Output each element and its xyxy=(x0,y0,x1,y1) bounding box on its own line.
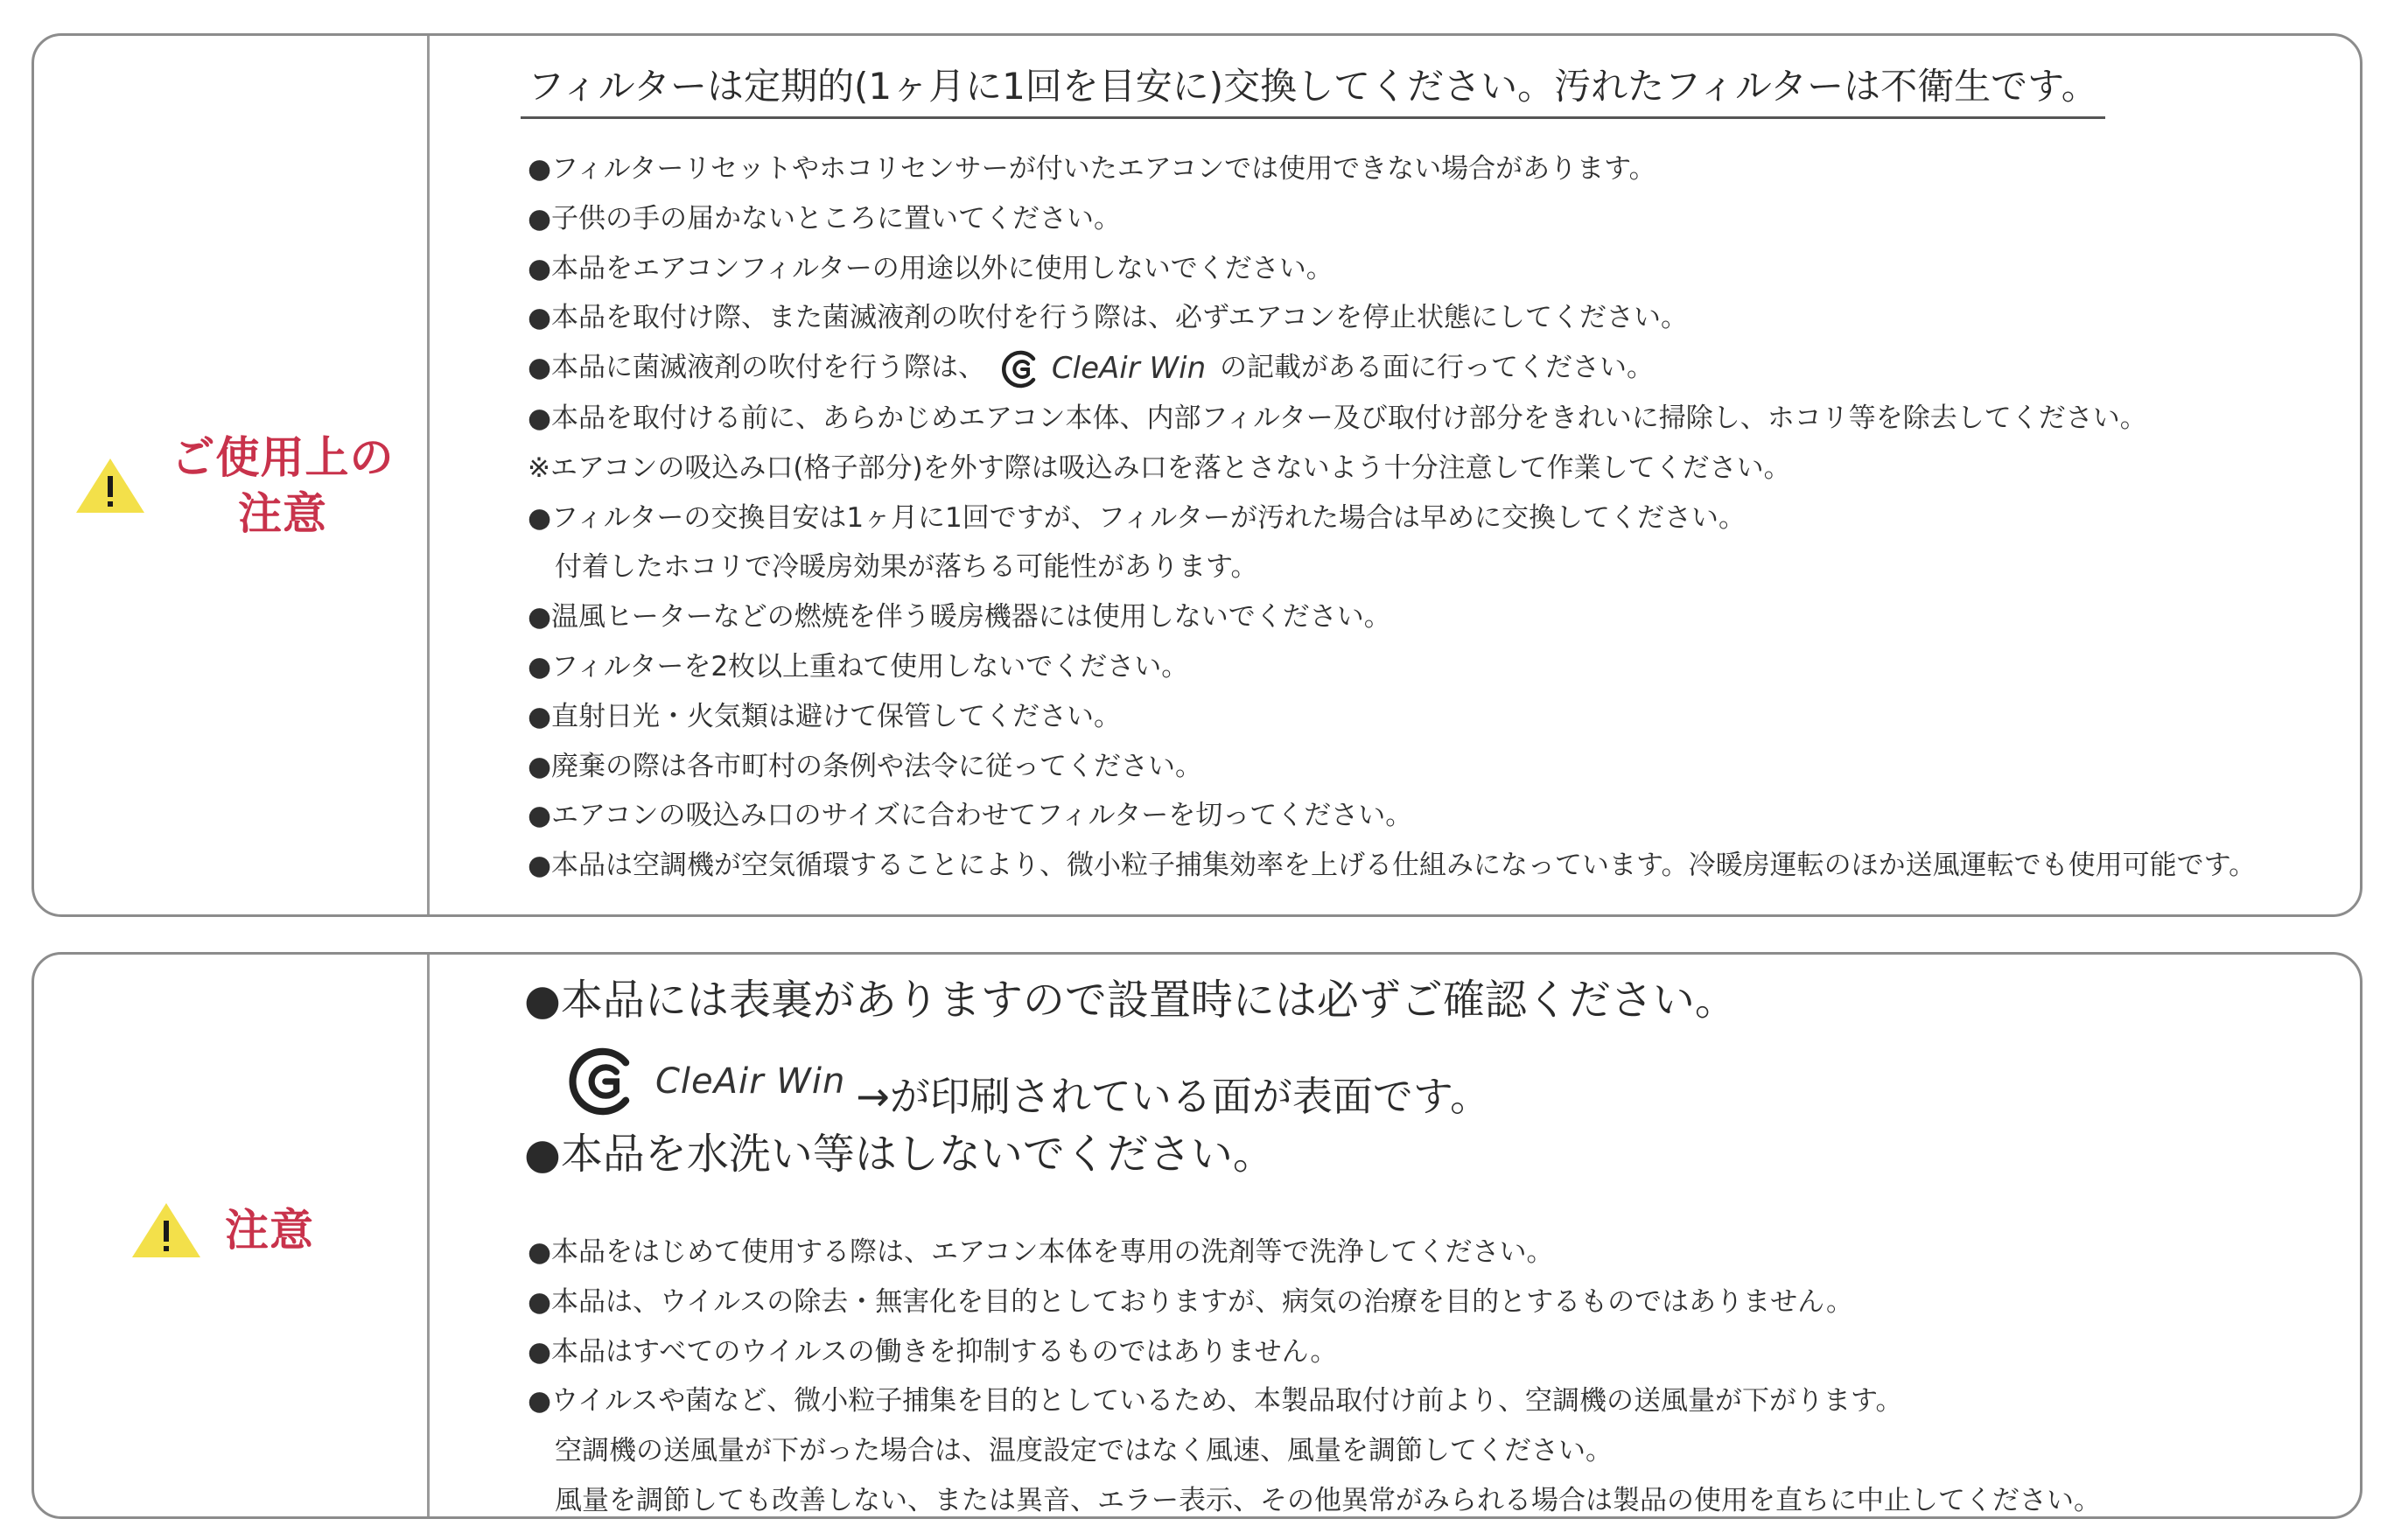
list-item: ●エアコンの吸込み口のサイズに合わせてフィルターを切ってください。 xyxy=(528,800,1413,832)
no-wash-notice: ●本品を水洗い等はしないでください。 xyxy=(524,1130,1275,1179)
usage-caution-panel xyxy=(32,33,2362,917)
logo-item-suffix: の記載がある面に行ってください。 xyxy=(1220,352,1654,384)
caution-list xyxy=(528,1228,2339,1526)
logo-front-side-line xyxy=(564,1040,1490,1123)
usage-caution-list xyxy=(528,144,2339,891)
list-item: ●本品は、ウイルスの除去・無害化を目的としておりますが、病気の治療を目的とするものではありません。 xyxy=(528,1285,1854,1318)
front-back-notice: ●本品には表裏がありますので設置時には必ずご確認ください。 xyxy=(524,976,1737,1025)
list-item: ●フィルターの交換目安は1ヶ月に1回ですが、フィルターが汚れた場合は早めに交換してください。 xyxy=(528,501,1746,534)
caution-panel xyxy=(32,952,2362,1519)
list-item: ●温風ヒーターなどの燃焼を伴う暖房機器には使用しないでください。 xyxy=(528,601,1391,634)
list-item: 空調機の送風量が下がった場合は、温度設定ではなく風速、風量を調節してください。 xyxy=(528,1435,1613,1467)
usage-caution-heading-group xyxy=(73,430,405,542)
list-item: ●子供の手の届かないところに置いてください。 xyxy=(528,202,1122,234)
logo-line-suffix: →が印刷されている面が表面です。 xyxy=(856,1073,1491,1120)
list-item: ●直射日光・火気類は避けて保管してください。 xyxy=(528,700,1122,732)
list-item: ●本品をエアコンフィルターの用途以外に使用しないでください。 xyxy=(528,252,1334,284)
inline-brand-logo xyxy=(999,344,1206,394)
list-item: ●本品は空調機が空気循環することにより、微小粒子捕集効率を上げる仕組みになっています。冷暖房運転のほか送風運転でも使用可能です。 xyxy=(528,850,2257,882)
filter-replacement-title: フィルターは定期的(1ヶ月に1回を目安に)交換してください。汚れたフィルターは不衛生です。 xyxy=(521,62,2105,119)
warning-triangle-icon xyxy=(73,455,148,516)
list-item: 付着したホコリで冷暖房効果が落ちる可能性があります。 xyxy=(528,551,1258,584)
brand-logo-text: CleAir Win xyxy=(1051,351,1207,387)
list-item: ※エアコンの吸込み口(格子部分)を外す際は吸込み口を落とさないよう十分注意して作業してください。 xyxy=(528,452,1791,484)
list-item: ●ウイルスや菌など、微小粒子捕集を目的としているため、本製品取付け前より、空調機の送風量が下がります。 xyxy=(528,1385,1903,1418)
cleair-logo-icon xyxy=(564,1042,643,1121)
list-item: ●フィルターリセットやホコリセンサーが付いたエアコンでは使用できない場合があります。 xyxy=(528,153,1656,185)
list-item: ●廃棄の際は各市町村の条例や法令に従ってください。 xyxy=(528,750,1203,782)
usage-caution-heading: ご使用上の注意 xyxy=(171,432,395,539)
list-item: ●本品を取付ける前に、あらかじめエアコン本体、内部フィルター及び取付け部分をきれいに掃除し、ホコリ等を除去してください。 xyxy=(528,402,2147,435)
brand-logo-text: CleAir Win xyxy=(655,1061,846,1102)
warning-triangle-icon xyxy=(129,1200,204,1261)
usage-caution-side xyxy=(34,36,430,914)
caution-side xyxy=(34,955,430,1516)
list-item: ●フィルターを2枚以上重ねて使用しないでください。 xyxy=(528,651,1189,683)
caution-heading: 注意 xyxy=(225,1205,314,1256)
list-item: ●本品を取付け際、また菌滅液剤の吹付を行う際は、必ずエアコンを停止状態にしてください。 xyxy=(528,302,1688,334)
list-item: ●本品をはじめて使用する際は、エアコン本体を専用の洗剤等で洗浄してください。 xyxy=(528,1236,1554,1268)
list-item-logo xyxy=(528,343,2339,394)
list-item: 風量を調節しても改善しない、または異音、エラー表示、その他異常がみられる場合は製品の使用を直ちに中止してください。 xyxy=(528,1484,2101,1516)
logo-item-prefix: ●本品に菌滅液剤の吹付を行う際は、 xyxy=(528,352,986,384)
list-item: ●本品はすべてのウイルスの働きを抑制するものではありません。 xyxy=(528,1335,1338,1368)
caution-heading-group xyxy=(129,1200,314,1261)
cleair-logo-icon xyxy=(999,347,1043,391)
